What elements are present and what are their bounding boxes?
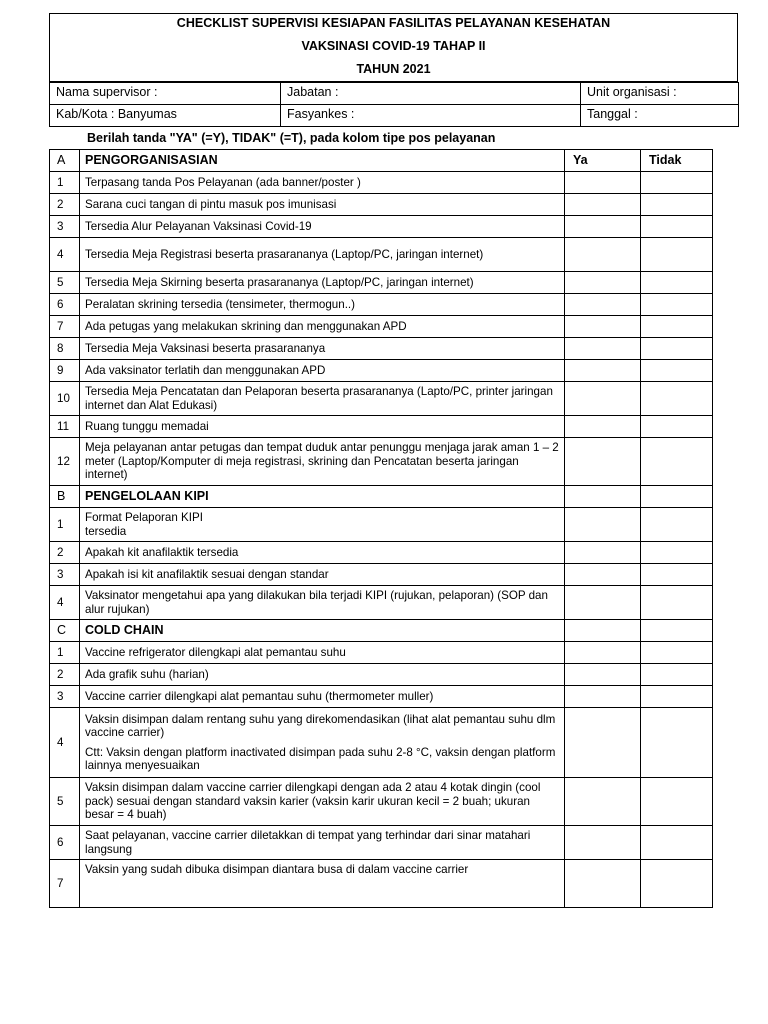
checklist-row	[50, 564, 713, 586]
item-text: Apakah isi kit anafilaktik sesuai dengan standar	[85, 567, 329, 581]
checklist-row	[50, 294, 713, 316]
checklist-row	[50, 238, 713, 272]
checklist-row	[50, 316, 713, 338]
item-text-cell	[80, 238, 565, 272]
nama-supervisor-field[interactable]: Nama supervisor :	[50, 83, 281, 105]
tidak-checkbox-cell[interactable]	[641, 826, 713, 860]
section-header-a	[50, 150, 713, 172]
item-number: 11	[50, 416, 80, 438]
checklist-row	[50, 664, 713, 686]
checklist-row	[50, 338, 713, 360]
item-text-cell	[80, 778, 565, 826]
instruction-text: Berilah tanda "YA" (=Y), TIDAK" (=T), pada kolom tipe pos pelayanan	[87, 131, 496, 145]
ya-checkbox-cell[interactable]	[565, 382, 641, 416]
item-number: 12	[50, 438, 80, 486]
item-text-cell	[80, 338, 565, 360]
item-note: Ctt: Vaksin dengan platform inactivated disimpan pada suhu 2-8 °C, vaksin dengan platform lainnya menyesuaikan	[85, 745, 556, 772]
checklist-row	[50, 508, 713, 542]
item-text-cell	[80, 564, 565, 586]
title-line-1: CHECKLIST SUPERVISI KESIAPAN FASILITAS PELAYANAN KESEHATAN	[176, 16, 611, 30]
title-line-2: VAKSINASI COVID-19 TAHAP II	[301, 39, 486, 53]
item-text: Meja pelayanan antar petugas dan tempat duduk antar penunggu menjaga jarak aman 1 – 2 meter (Laptop/Komputer di meja registrasi, skrining dan Pencatatan beserta jaringan internet)	[85, 441, 559, 482]
item-text: Vaccine refrigerator dilengkapi alat pemantau suhu	[85, 645, 346, 659]
item-text: Saat pelayanan, vaccine carrier diletakkan di tempat yang terhindar dari sinar matahari langsung	[85, 829, 531, 856]
tanggal-field[interactable]: Tanggal :	[581, 105, 739, 127]
item-text: Ada grafik suhu (harian)	[85, 667, 209, 681]
ya-checkbox-cell[interactable]	[565, 238, 641, 272]
section-letter: B	[50, 486, 80, 508]
item-number: 4	[50, 586, 80, 620]
section-header-b	[50, 486, 713, 508]
tidak-checkbox-cell[interactable]	[641, 194, 713, 216]
ya-checkbox-cell[interactable]	[565, 542, 641, 564]
ya-checkbox-cell[interactable]	[565, 294, 641, 316]
tidak-checkbox-cell[interactable]	[641, 708, 713, 778]
tidak-checkbox-cell[interactable]	[641, 642, 713, 664]
item-number: 4	[50, 708, 80, 778]
tidak-checkbox-cell[interactable]	[641, 860, 713, 908]
item-text-cell	[80, 642, 565, 664]
ya-checkbox-cell[interactable]	[565, 316, 641, 338]
item-number: 6	[50, 294, 80, 316]
section-letter: A	[50, 150, 80, 172]
checklist-table	[49, 149, 713, 908]
tidak-checkbox-cell[interactable]	[641, 382, 713, 416]
tidak-checkbox-cell[interactable]	[641, 416, 713, 438]
ya-checkbox-cell[interactable]	[565, 664, 641, 686]
item-text: Vaksinator mengetahui apa yang dilakukan bila terjadi KIPI (rujukan, pelaporan) (SOP dan alur rujukan)	[85, 589, 548, 616]
tidak-checkbox-cell[interactable]	[641, 542, 713, 564]
item-text-cell	[80, 216, 565, 238]
item-number: 1	[50, 172, 80, 194]
item-text: Vaksin disimpan dalam rentang suhu yang direkomendasikan (lihat alat pemantau suhu dlm vaccine carrier)	[85, 712, 556, 739]
item-text-cell	[80, 586, 565, 620]
checklist-row	[50, 360, 713, 382]
checklist-document	[49, 13, 738, 908]
tidak-checkbox-cell[interactable]	[641, 172, 713, 194]
item-text-cell	[80, 172, 565, 194]
checklist-row	[50, 272, 713, 294]
ya-checkbox-cell[interactable]	[565, 416, 641, 438]
ya-checkbox-cell[interactable]	[565, 338, 641, 360]
ya-checkbox-cell[interactable]	[565, 272, 641, 294]
item-text-cell	[80, 708, 565, 778]
tidak-checkbox-cell[interactable]	[641, 272, 713, 294]
item-text-cell	[80, 416, 565, 438]
item-text-cell	[80, 316, 565, 338]
item-number: 3	[50, 564, 80, 586]
item-number: 1	[50, 508, 80, 542]
item-text: Format Pelaporan KIPI tersedia	[85, 511, 203, 538]
item-text: Tersedia Meja Registrasi beserta prasarananya (Laptop/PC, jaringan internet)	[85, 247, 484, 261]
item-text: Vaksin disimpan dalam vaccine carrier dilengkapi dengan ada 2 atau 4 kotak dingin (cool pack) sesuai dengan standard vaksin karier (vaksin karir ukuran kecil = 2 buah; ukuran besar = 4 buah)	[85, 781, 541, 822]
checklist-row	[50, 382, 713, 416]
column-header-ya: Ya	[565, 150, 641, 172]
item-text-cell	[80, 382, 565, 416]
item-number: 6	[50, 826, 80, 860]
checklist-row	[50, 416, 713, 438]
item-text-cell	[80, 438, 565, 486]
item-number: 5	[50, 778, 80, 826]
tidak-checkbox-cell[interactable]	[641, 360, 713, 382]
item-text-cell	[80, 860, 565, 908]
item-number: 8	[50, 338, 80, 360]
tidak-checkbox-cell[interactable]	[641, 338, 713, 360]
item-number: 9	[50, 360, 80, 382]
section-header-c	[50, 620, 713, 642]
item-text: Sarana cuci tangan di pintu masuk pos imunisasi	[85, 197, 337, 211]
item-text-cell	[80, 294, 565, 316]
checklist-row	[50, 586, 713, 620]
ya-checkbox-cell[interactable]	[565, 708, 641, 778]
item-number: 3	[50, 216, 80, 238]
unit-organisasi-field[interactable]: Unit organisasi :	[581, 83, 739, 105]
tidak-checkbox-cell[interactable]	[641, 216, 713, 238]
section-title: PENGELOLAAN KIPI	[80, 486, 565, 508]
item-text: Tersedia Alur Pelayanan Vaksinasi Covid-19	[85, 219, 312, 233]
item-text: Vaksin yang sudah dibuka disimpan diantara busa di dalam vaccine carrier	[85, 863, 469, 876]
item-text: Ruang tunggu memadai	[85, 419, 209, 433]
checklist-row	[50, 708, 713, 778]
ya-checkbox-cell[interactable]	[565, 508, 641, 542]
ya-checkbox-cell[interactable]	[565, 216, 641, 238]
tidak-checkbox-cell[interactable]	[641, 778, 713, 826]
column-header-tidak: Tidak	[641, 150, 713, 172]
item-text: Tersedia Meja Pencatatan dan Pelaporan beserta prasarananya (Lapto/PC, printer jaringan internet dan Alat Edukasi)	[85, 385, 553, 412]
ya-checkbox-cell[interactable]	[565, 642, 641, 664]
info-table	[49, 82, 739, 127]
item-text: Tersedia Meja Skirning beserta prasarananya (Laptop/PC, jaringan internet)	[85, 275, 474, 289]
item-text-cell	[80, 686, 565, 708]
item-number: 2	[50, 664, 80, 686]
section-blank-tidak	[641, 620, 713, 642]
title-block	[49, 13, 738, 82]
section-title: COLD CHAIN	[80, 620, 565, 642]
item-text-cell	[80, 194, 565, 216]
ya-checkbox-cell[interactable]	[565, 172, 641, 194]
checklist-row	[50, 642, 713, 664]
ya-checkbox-cell[interactable]	[565, 778, 641, 826]
item-text-cell	[80, 508, 565, 542]
checklist-row	[50, 778, 713, 826]
ya-checkbox-cell[interactable]	[565, 438, 641, 486]
jabatan-field[interactable]: Jabatan :	[281, 83, 581, 105]
item-number: 2	[50, 194, 80, 216]
ya-checkbox-cell[interactable]	[565, 586, 641, 620]
section-letter: C	[50, 620, 80, 642]
item-number: 10	[50, 382, 80, 416]
checklist-row	[50, 542, 713, 564]
checklist-row	[50, 194, 713, 216]
item-text-cell	[80, 360, 565, 382]
tidak-checkbox-cell[interactable]	[641, 664, 713, 686]
item-number: 3	[50, 686, 80, 708]
item-text: Vaccine carrier dilengkapi alat pemantau suhu (thermometer muller)	[85, 689, 434, 703]
item-number: 2	[50, 542, 80, 564]
item-text: Tersedia Meja Vaksinasi beserta prasarananya	[85, 341, 326, 355]
tidak-checkbox-cell[interactable]	[641, 238, 713, 272]
section-blank-ya	[565, 620, 641, 642]
item-text: Apakah kit anafilaktik tersedia	[85, 545, 239, 559]
section-blank-tidak	[641, 486, 713, 508]
tidak-checkbox-cell[interactable]	[641, 686, 713, 708]
tidak-checkbox-cell[interactable]	[641, 586, 713, 620]
ya-checkbox-cell[interactable]	[565, 860, 641, 908]
ya-checkbox-cell[interactable]	[565, 564, 641, 586]
item-text: Ada vaksinator terlatih dan menggunakan APD	[85, 363, 326, 377]
ya-checkbox-cell[interactable]	[565, 826, 641, 860]
tidak-checkbox-cell[interactable]	[641, 294, 713, 316]
ya-checkbox-cell[interactable]	[565, 686, 641, 708]
section-title: PENGORGANISASIAN	[80, 150, 565, 172]
title-line-3: TAHUN 2021	[356, 62, 431, 76]
item-text-cell	[80, 542, 565, 564]
item-text-cell	[80, 664, 565, 686]
checklist-row	[50, 686, 713, 708]
item-number: 4	[50, 238, 80, 272]
item-number: 7	[50, 860, 80, 908]
ya-checkbox-cell[interactable]	[565, 360, 641, 382]
fasyankes-field[interactable]: Fasyankes :	[281, 105, 581, 127]
item-number: 5	[50, 272, 80, 294]
tidak-checkbox-cell[interactable]	[641, 438, 713, 486]
tidak-checkbox-cell[interactable]	[641, 508, 713, 542]
item-text-cell	[80, 272, 565, 294]
item-text: Ada petugas yang melakukan skrining dan menggunakan APD	[85, 319, 407, 333]
item-text: Terpasang tanda Pos Pelayanan (ada banner/poster )	[85, 175, 361, 189]
item-number: 7	[50, 316, 80, 338]
tidak-checkbox-cell[interactable]	[641, 316, 713, 338]
checklist-row	[50, 172, 713, 194]
section-blank-ya	[565, 486, 641, 508]
checklist-row	[50, 216, 713, 238]
kab-kota-field[interactable]: Kab/Kota : Banyumas	[50, 105, 281, 127]
tidak-checkbox-cell[interactable]	[641, 564, 713, 586]
item-number: 1	[50, 642, 80, 664]
checklist-row	[50, 860, 713, 908]
checklist-row	[50, 826, 713, 860]
item-text: Peralatan skrining tersedia (tensimeter, thermogun..)	[85, 297, 356, 311]
ya-checkbox-cell[interactable]	[565, 194, 641, 216]
checklist-row	[50, 438, 713, 486]
item-text-cell	[80, 826, 565, 860]
